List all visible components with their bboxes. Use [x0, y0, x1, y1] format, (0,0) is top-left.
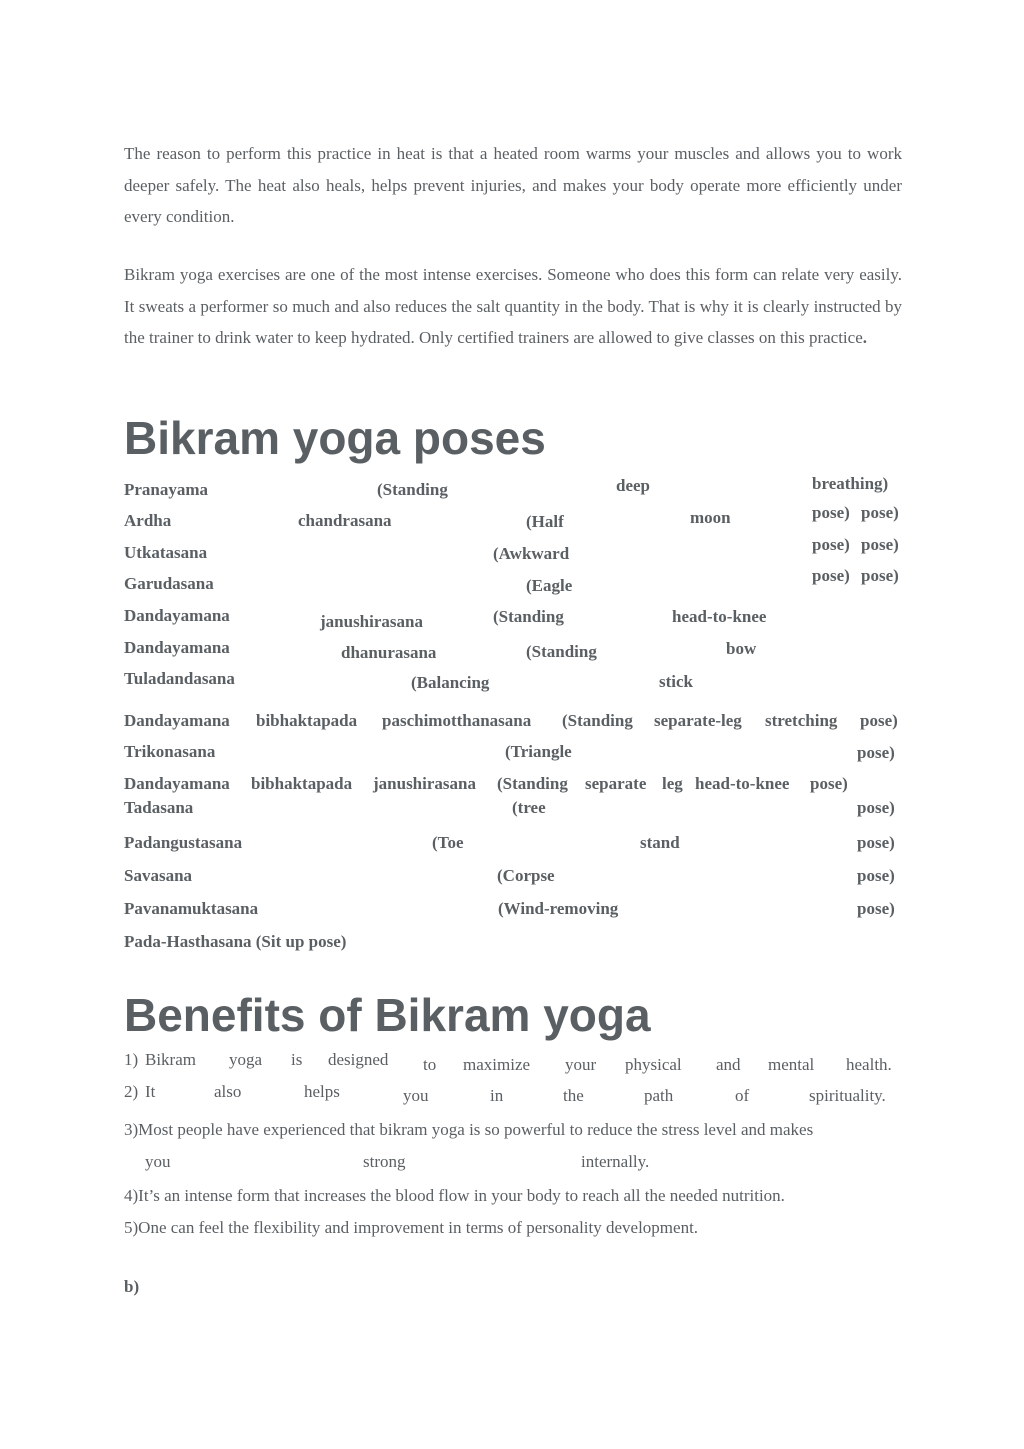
benefit-word: yoga — [229, 1050, 263, 1069]
pose-word: Savasana — [124, 866, 193, 885]
benefit-word: strong — [363, 1152, 406, 1171]
pose-word: (Half — [526, 512, 564, 531]
pose-word: Tadasana — [124, 798, 194, 817]
pose-word: pose) — [857, 743, 895, 762]
pose-word: separate-leg — [654, 711, 742, 730]
pose-word: Garudasana — [124, 574, 214, 593]
intro-paragraph-1: The reason to perform this practice in heat is that a heated room warms your muscles and allows you to work deeper safely. The heat also heals, helps prevent injuries, and makes your body operate more efficiently under every condition. — [124, 144, 902, 226]
pose-word: pose) — [857, 899, 895, 918]
benefit-item-4: 4)It’s an intense form that increases the blood flow in your body to reach all the needed nutrition. — [124, 1186, 785, 1205]
pose-word: bow — [726, 639, 757, 658]
benefit-word: spirituality. — [809, 1086, 886, 1105]
benefit-word: path — [644, 1086, 674, 1105]
pose-word: (Standing — [493, 607, 564, 626]
benefit-item-5: 5)One can feel the flexibility and improvement in terms of personality development. — [124, 1218, 699, 1237]
pose-word: bibhaktapada — [256, 711, 358, 730]
pose-word: pose) — [812, 503, 850, 522]
pose-word: pose) — [857, 798, 895, 817]
pose-word: deep — [616, 476, 650, 495]
benefit-word: designed — [328, 1050, 389, 1069]
pose-word: Padangustasana — [124, 833, 243, 852]
pose-word: leg — [662, 774, 683, 793]
benefit-word: of — [735, 1086, 750, 1105]
benefit-word: the — [563, 1086, 584, 1105]
pose-word: head-to-knee — [672, 607, 767, 626]
pose-word: Dandayamana — [124, 638, 230, 657]
pose-word: Tuladandasana — [124, 669, 235, 688]
pose-word: pose) — [857, 833, 895, 852]
pose-word: pose) — [810, 774, 848, 793]
benefit-word: maximize — [463, 1055, 531, 1074]
intro-paragraph-2-period: . — [862, 328, 867, 347]
pose-word: paschimotthanasana — [382, 711, 532, 730]
pose-word: Pranayama — [124, 480, 209, 499]
pose-word: pose) — [812, 535, 850, 554]
pose-word: pose) — [861, 535, 899, 554]
pose-word: (Standing — [377, 480, 448, 499]
pose-word: stretching — [765, 711, 838, 730]
benefit-word: It — [145, 1082, 156, 1101]
pose-word: Trikonasana — [124, 742, 216, 761]
pose-word: pose) — [860, 711, 898, 730]
poses-heading: Bikram yoga poses — [124, 412, 546, 464]
benefit-word: is — [291, 1050, 303, 1069]
pose-word: pose) — [857, 866, 895, 885]
pose-word: janushirasana — [320, 612, 423, 631]
benefit-item-3: 3)Most people have experienced that bikram yoga is so powerful to reduce the stress level and makes — [124, 1120, 814, 1139]
benefit-word: in — [490, 1086, 504, 1105]
pose-word: Dandayamana — [124, 711, 230, 730]
benefit-word: your — [565, 1055, 597, 1074]
pose-word: stand — [640, 833, 680, 852]
intro-paragraph-2-text: Bikram yoga exercises are one of the most intense exercises. Someone who does this form can relate very easily. It sweats a performer so much and also reduces the salt quantity in the body. That is why it is clearly instructed by the trainer to drink water to keep hydrated. Only certified trainers are allowed to give classes on this practice — [124, 265, 902, 347]
intro-paragraph-2 — [124, 259, 902, 354]
pose-word: dhanurasana — [341, 643, 437, 662]
pose-word: Ardha — [124, 511, 172, 530]
benefit-word: you — [145, 1152, 171, 1171]
benefit-word: helps — [304, 1082, 340, 1101]
pose-word: janushirasana — [373, 774, 476, 793]
benefit-word: mental — [768, 1055, 815, 1074]
pose-word: pose) — [861, 566, 899, 585]
pose-word: (Standing — [497, 774, 568, 793]
pose-word: Dandayamana — [124, 606, 230, 625]
benefit-word: 1) — [124, 1050, 139, 1069]
benefit-word: health. — [846, 1055, 892, 1074]
pose-word: (Standing — [562, 711, 633, 730]
pose-word: breathing) — [812, 474, 889, 493]
benefit-word: to — [423, 1055, 437, 1074]
pose-word: (Awkward — [493, 544, 570, 563]
benefit-word: physical — [625, 1055, 682, 1074]
benefit-word: Bikram — [145, 1050, 196, 1069]
pose-word: (Corpse — [497, 866, 555, 885]
pose-word: pose) — [812, 566, 850, 585]
footer-label: b) — [124, 1277, 140, 1296]
benefits-heading: Benefits of Bikram yoga — [124, 989, 651, 1041]
pose-word: head-to-knee — [695, 774, 790, 793]
pose-word: (Toe — [432, 833, 464, 852]
benefit-word: 2) — [124, 1082, 139, 1101]
pose-word: (Wind-removing — [498, 899, 619, 918]
pose-word: bibhaktapada — [251, 774, 353, 793]
pose-word: stick — [659, 672, 693, 691]
benefit-word: also — [214, 1082, 242, 1101]
benefit-word: internally. — [581, 1152, 650, 1171]
pose-word: (Eagle — [526, 576, 573, 595]
pose-word: (tree — [512, 798, 546, 817]
pose-word: pose) — [861, 503, 899, 522]
benefit-word: and — [716, 1055, 741, 1074]
pose-word: moon — [690, 508, 731, 527]
pose-word: Utkatasana — [124, 543, 208, 562]
pose-word: (Balancing — [411, 673, 490, 692]
pose-word: chandrasana — [298, 511, 392, 530]
benefit-word: you — [403, 1086, 429, 1105]
pose-word: Dandayamana — [124, 774, 230, 793]
pose-word: (Triangle — [505, 742, 572, 761]
pose-word: Pavanamuktasana — [124, 899, 259, 918]
pose-word: (Standing — [526, 642, 597, 661]
pose-word: Pada-Hasthasana (Sit up pose) — [124, 932, 347, 951]
pose-word: separate — [585, 774, 647, 793]
